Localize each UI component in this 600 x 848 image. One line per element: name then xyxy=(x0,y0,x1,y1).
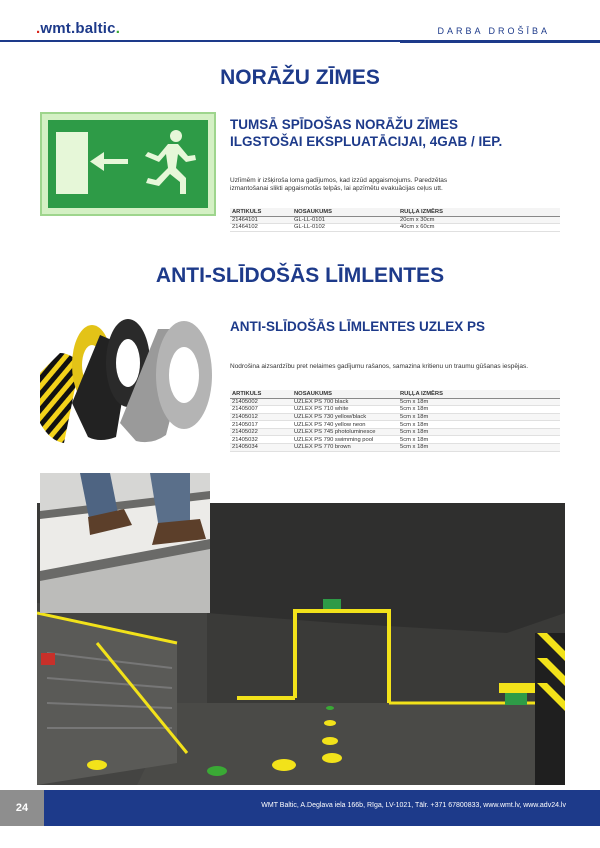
stair-tape-photo xyxy=(40,473,210,613)
exit-sign-image xyxy=(40,112,216,216)
spec-table-uzlex xyxy=(230,390,560,452)
page-header xyxy=(0,0,600,54)
table-row: 21405022 UZLEX PS 745 photoluminesce 5cm x 18m xyxy=(230,428,560,436)
product-title-exit-signs: TUMSĀ SPĪDOŠAS NORĀŽU ZĪMES ILGSTOŠAI EKSPLUATĀCIJAI, 4GAB / IEP. xyxy=(230,117,503,149)
tape-rolls-image xyxy=(40,313,216,445)
table-header-row: ARTIKULS NOSAUKUMS RUĻĻA IZMĒRS xyxy=(230,208,560,216)
section-title-anti-slip-tapes: ANTI-SLĪDOŠĀS LĪMLENTES xyxy=(155,264,445,287)
section-label: DARBA DROŠĪBA xyxy=(437,26,550,36)
exit-sign-wall-icon xyxy=(505,693,527,705)
stairs-with-tape-illustration xyxy=(40,473,210,613)
page-number: 24 xyxy=(0,790,44,826)
product-description-uzlex: Nodrošina aizsardzību pret nelaimes gadījumu rašanos, samazina kritienu un traumu gūšanas iespējas. xyxy=(230,363,529,370)
product-title-uzlex: ANTI-SLĪDOŠĀS LĪMLENTES UZLEX PS xyxy=(230,319,486,334)
fire-equipment-sign-icon xyxy=(41,653,55,665)
table-row: 21464102 GL-LL-0102 40cm x 60cm xyxy=(230,224,560,232)
table-row: 21405007 UZLEX PS 710 white 5cm x 18m xyxy=(230,406,560,414)
tape-rolls-illustration xyxy=(40,313,216,445)
spec-table-exit-signs xyxy=(230,208,560,232)
company-address: WMT Baltic, A.Deglava iela 166b, Rīga, LV-1021, Tālr. +371 67800833, www.wmt.lv, www.adv24.lv xyxy=(261,802,566,809)
table-row: 21405017 UZLEX PS 740 yellow neon 5cm x 18m xyxy=(230,421,560,429)
table-row: 21405012 UZLEX PS 730 yellow/black 5cm x 18m xyxy=(230,413,560,421)
table-row: 21405002 UZLEX PS 700 black 5cm x 18m xyxy=(230,398,560,406)
table-header-row: ARTIKULS NOSAUKUMS RUĻĻA IZMĒRS xyxy=(230,390,560,398)
header-accent-bar xyxy=(400,40,600,43)
table-row: 21464101 GL-LL-0101 20cm x 30cm xyxy=(230,216,560,224)
exit-sign-small-icon xyxy=(323,599,341,609)
table-row: 21405032 UZLEX PS 790 swimming pool 5cm x 18m xyxy=(230,436,560,444)
product-description-exit-signs: Uzlīmēm ir izšķiroša loma gadījumos, kad izzūd apgaismojums. Paredzētas izmantošanai slikti apgaismotās telpās, lai apzīmētu evakuācijas ceļus utt. xyxy=(230,177,448,192)
section-title-exit-signs: NORĀŽU ZĪMES xyxy=(220,66,380,89)
table-row: 21405034 UZLEX PS 770 brown 5cm x 18m xyxy=(230,444,560,452)
running-man-exit-icon xyxy=(48,120,208,208)
brand-logo: .wmt.baltic. xyxy=(36,20,121,37)
